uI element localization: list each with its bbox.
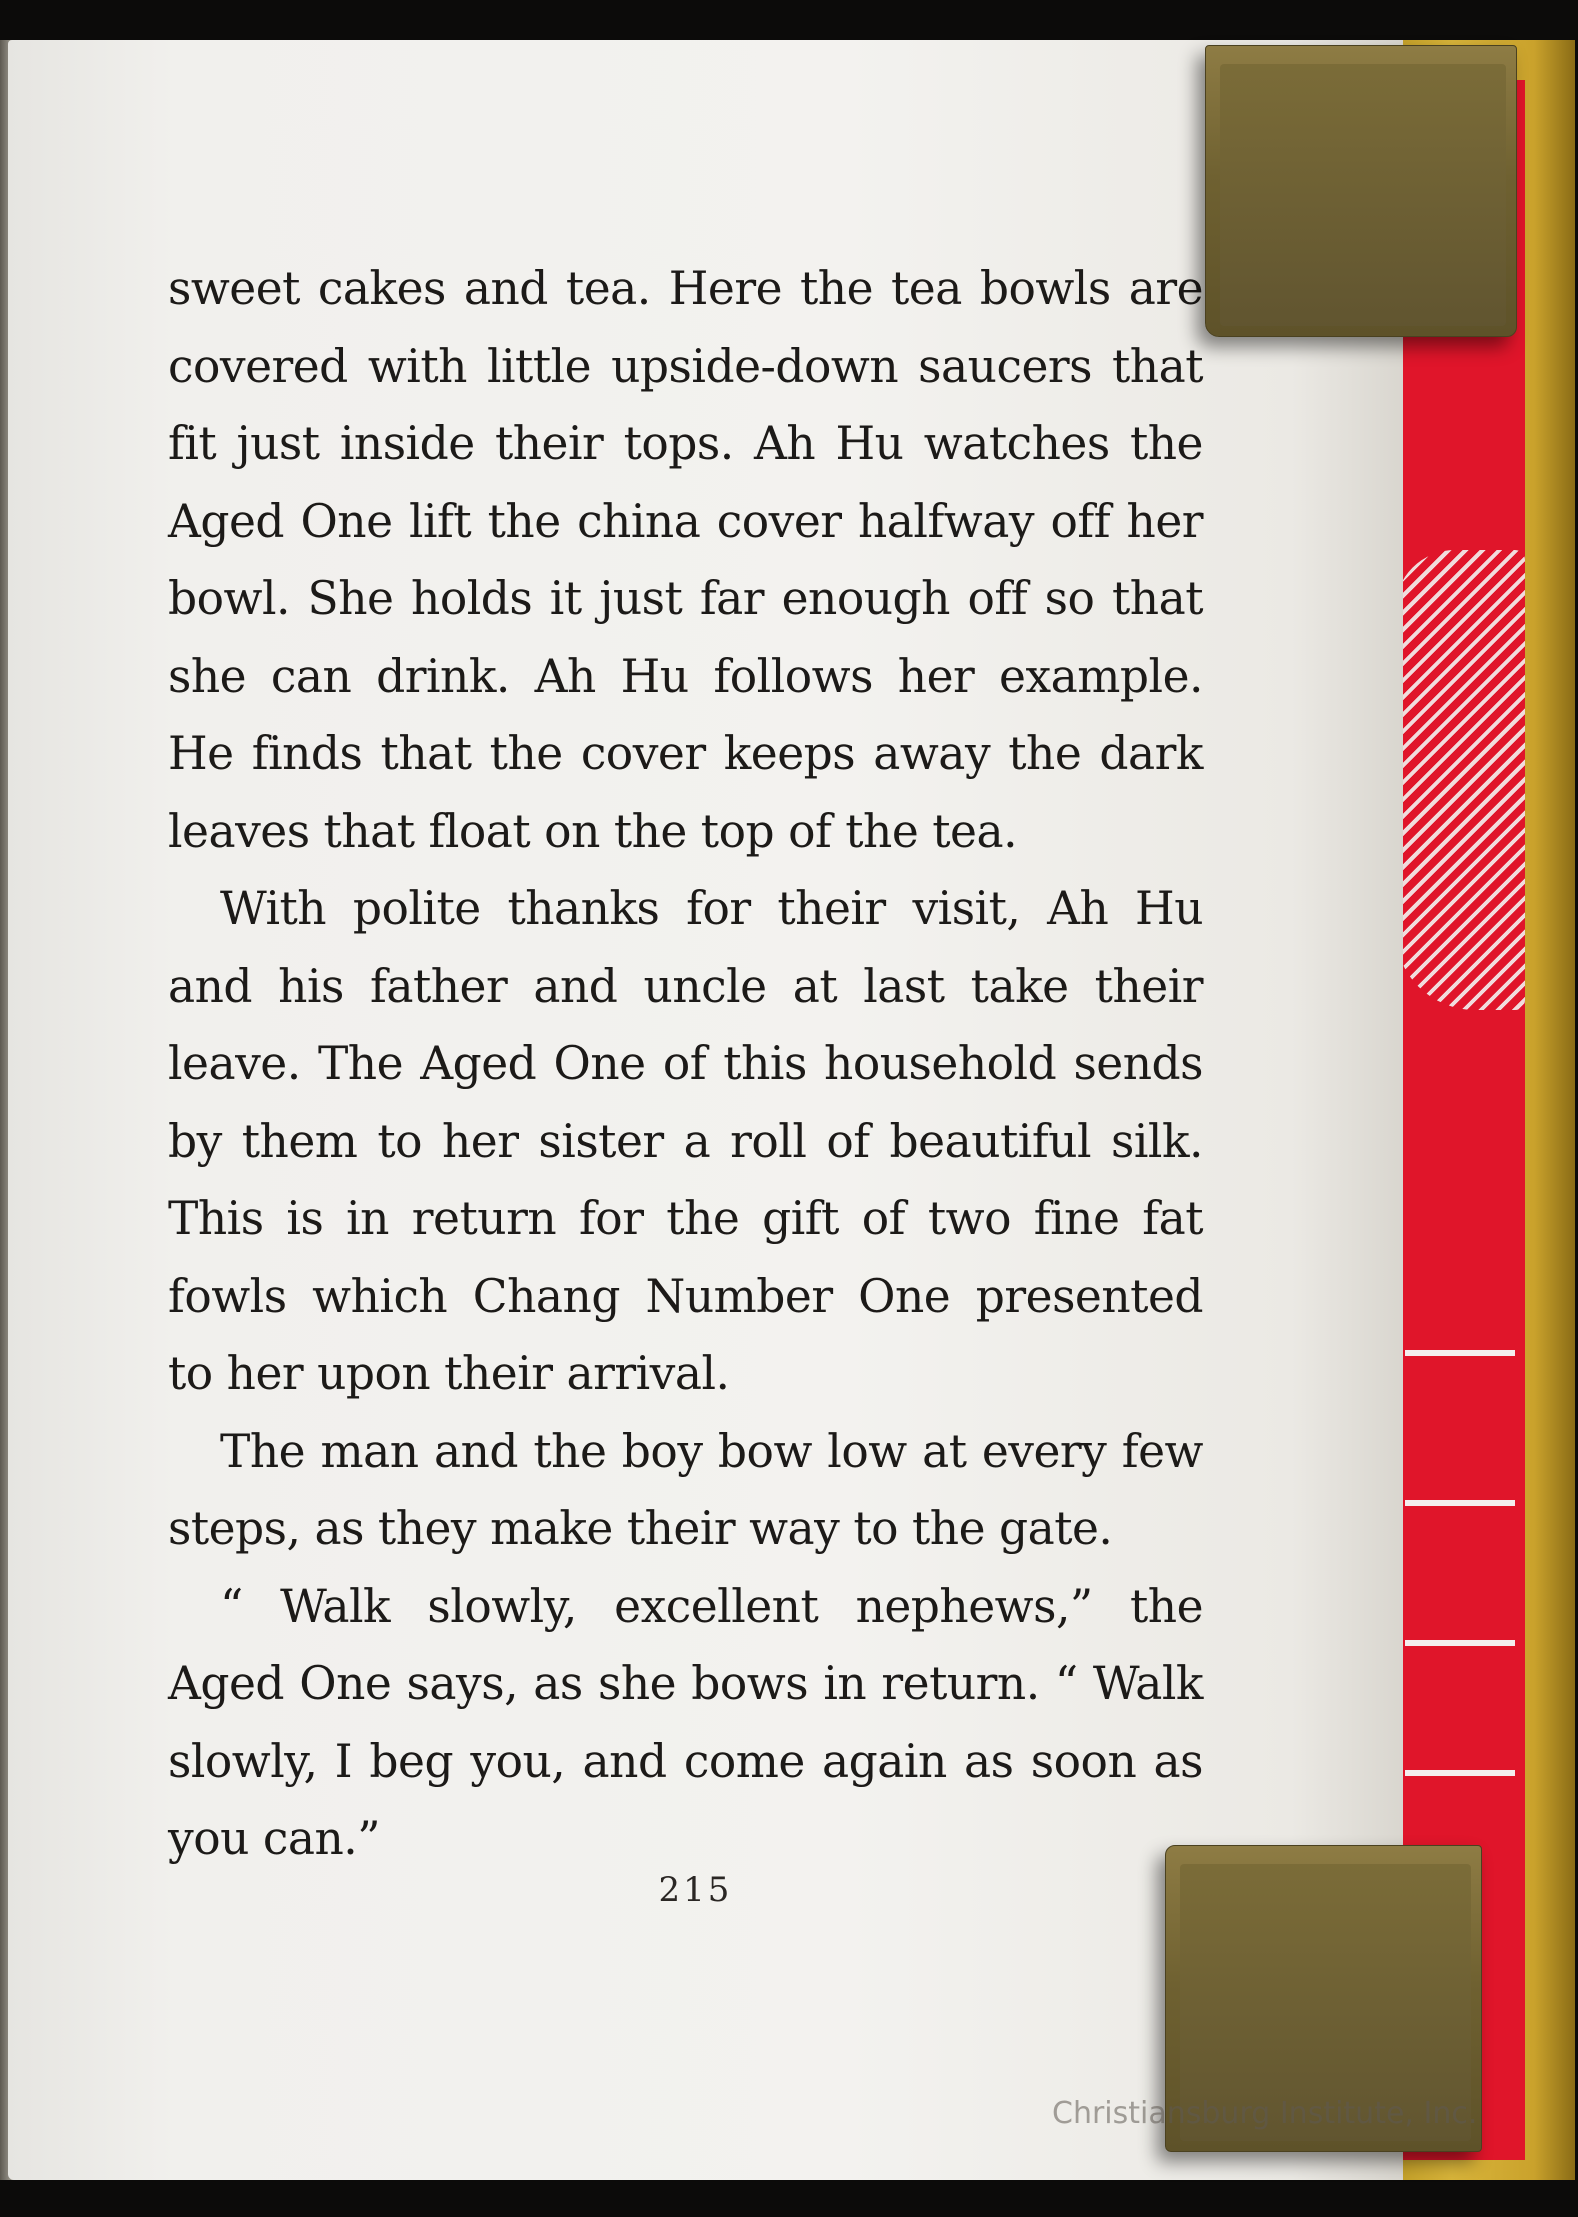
endpaper-illustration-line <box>1405 1770 1515 1776</box>
watermark: Christiansburg Institute, Inc. <box>1052 2096 1478 2131</box>
page-clamp-top <box>1205 45 1517 337</box>
paragraph: sweet cakes and tea. Here the tea bowls are covered with little upside-down saucers that fit just inside their tops. Ah Hu watches the Aged One lift the china cover halfway off her bowl. She holds it just far enough off so that she can drink. Ah Hu follows her example. He finds that the cover keeps away the dark leaves that float on the top of the tea. <box>168 262 1203 858</box>
endpaper-illustration-line <box>1405 1640 1515 1646</box>
page-number-label: 215 <box>658 1870 733 1910</box>
endpaper-illustration <box>1395 550 1525 1010</box>
clamp-face <box>1220 64 1506 326</box>
paragraph: “ Walk slowly, excellent nephews,” the Aged One says, as she bows in return. “ Walk slowly, I beg you, and come again as soon as you can.” <box>168 1579 1203 1865</box>
endpaper-illustration-line <box>1405 1500 1515 1506</box>
paragraph: With polite thanks for their visit, Ah Hu and his father and uncle at last take their leave. The Aged One of this household sends by them to her sister a roll of beautiful silk. This is in return for the gift of two fine fat fowls which Chang Number One presented to her upon their arrival. <box>168 882 1203 1400</box>
paragraph: The man and the boy bow low at every few steps, as they make their way to the gate. <box>168 1424 1203 1555</box>
page-body-text <box>168 250 1203 1878</box>
endpaper-illustration-line <box>1405 1350 1515 1356</box>
